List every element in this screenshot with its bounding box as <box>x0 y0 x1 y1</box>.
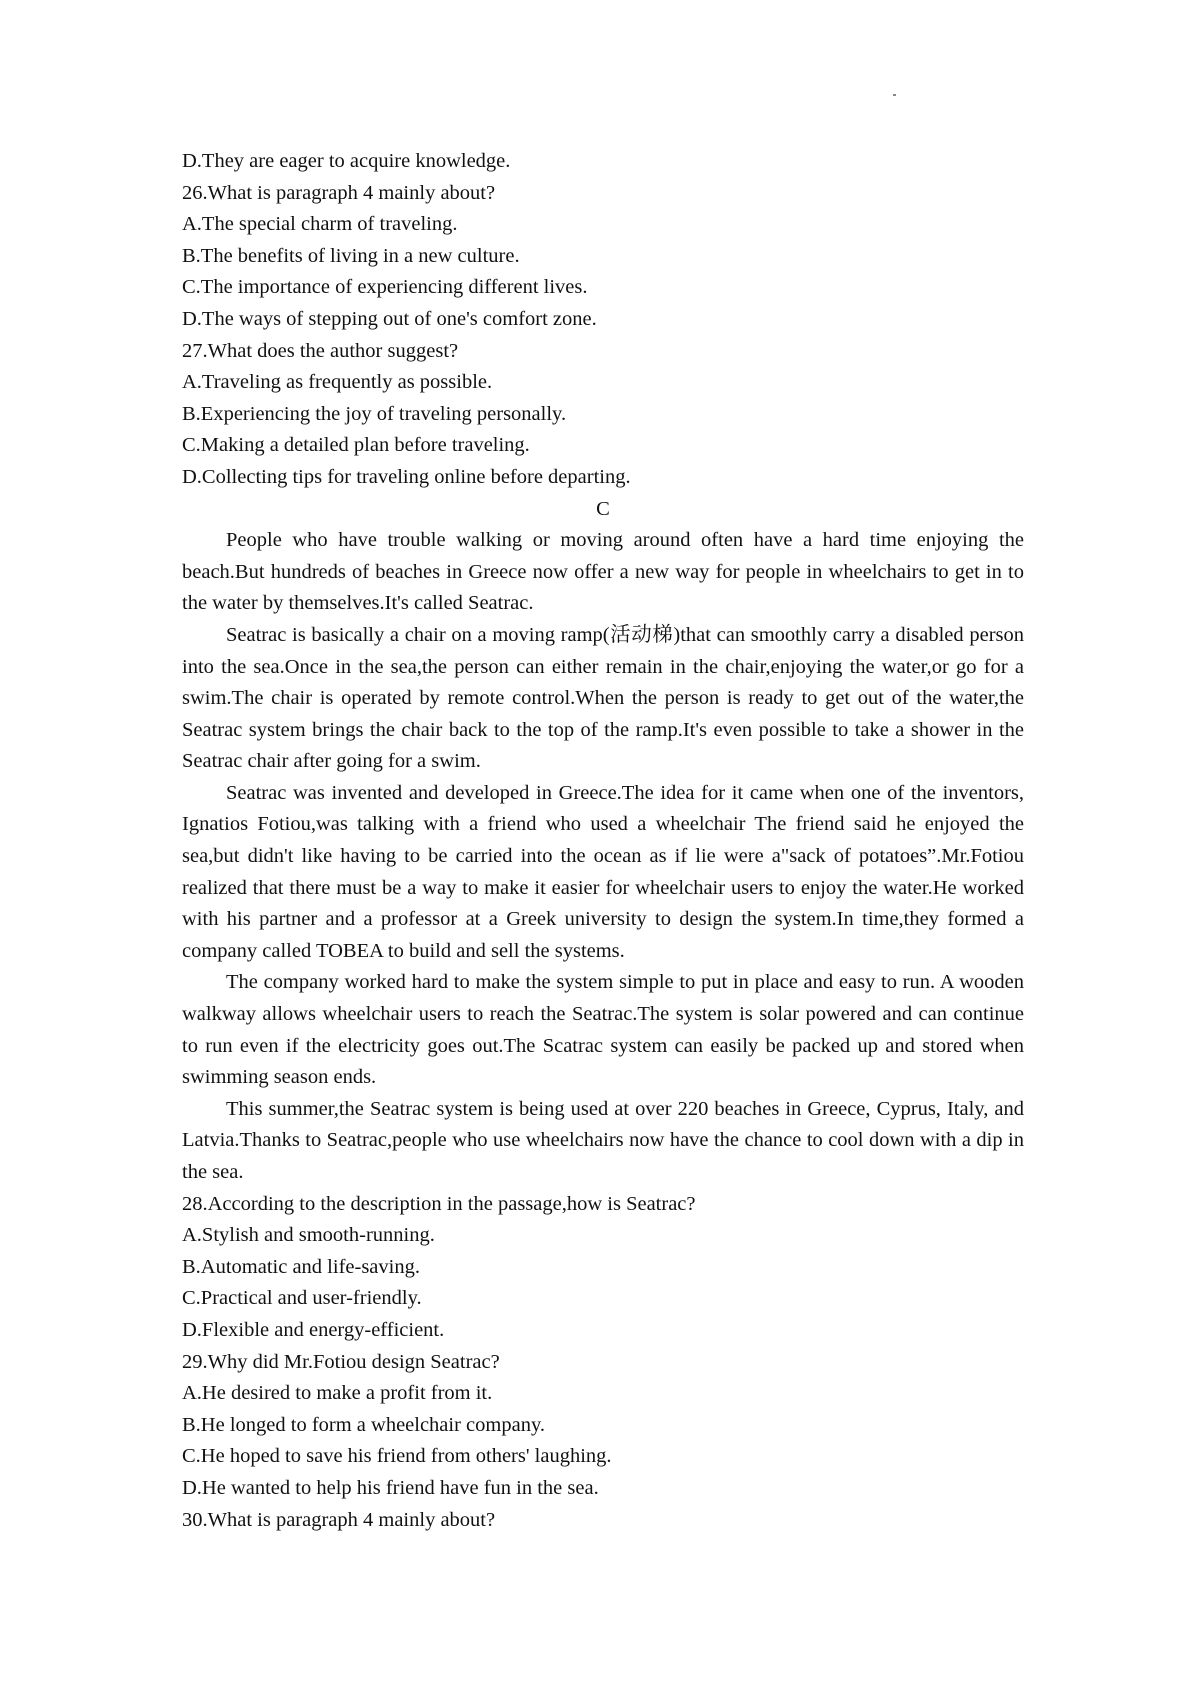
q27-option-a: A.Traveling as frequently as possible. <box>182 371 493 394</box>
q27-stem: 27.What does the author suggest? <box>182 339 459 362</box>
q29-stem: 29.Why did Mr.Fotiou design Seatrac? <box>182 1350 500 1373</box>
passage-paragraph-3: Seatrac was invented and developed in Greece.The idea for it came when one of the inventors, Ignatios Fotiou,was talking with a friend who used a wheelchair The friend said he enjoyed the sea,but didn't like having to be carried into the ocean as if lie were a"sack of potatoes”.Mr.Fotiou realized that there must be a way to make it easier for wheelchair users to enjoy the water.He worked with his partner and a professor at a Greek university to design the system.In time,they formed a company called TOBEA to build and sell the systems. <box>182 781 1024 962</box>
q29-option-c: C.He hoped to save his friend from others' laughing. <box>182 1445 612 1468</box>
q26-option-c: C.The importance of experiencing different lives. <box>182 276 588 299</box>
passage-paragraph-5: This summer,the Seatrac system is being used at over 220 beaches in Greece, Cyprus, Italy, and Latvia.Thanks to Seatrac,people who use wheelchairs now have the chance to cool down with a dip in the sea. <box>182 1097 1024 1183</box>
q28-option-d: D.Flexible and energy-efficient. <box>182 1318 445 1341</box>
q28-stem: 28.According to the description in the passage,how is Seatrac? <box>182 1192 696 1215</box>
q27-option-b: B.Experiencing the joy of traveling personally. <box>182 402 567 425</box>
q26-stem: 26.What is paragraph 4 mainly about? <box>182 181 496 204</box>
q29-option-b: B.He longed to form a wheelchair company. <box>182 1413 545 1436</box>
q27-option-c: C.Making a detailed plan before traveling. <box>182 434 530 457</box>
section-c-heading: C <box>596 497 610 520</box>
passage-paragraph-2: Seatrac is basically a chair on a moving ramp(活动梯)that can smoothly carry a disabled person into the sea.Once in the sea,the person can either remain in the chair,enjoying the water,or go for a swim.The chair is operated by remote control.When the person is ready to get out of the water,the Seatrac system brings the chair back to the top of the ramp.It's even possible to take a shower in the Seatrac chair after going for a swim. <box>182 623 1024 773</box>
q26-option-a: A.The special charm of traveling. <box>182 213 458 236</box>
q27-option-d: D.Collecting tips for traveling online before departing. <box>182 465 631 488</box>
q25-option-d: D.They are eager to acquire knowledge. <box>182 150 511 172</box>
stray-mark <box>893 94 896 96</box>
q29-option-d: D.He wanted to help his friend have fun in the sea. <box>182 1476 599 1499</box>
passage-paragraph-1: People who have trouble walking or moving around often have a hard time enjoying the beach.But hundreds of beaches in Greece now offer a new way for people in wheelchairs to get in to the water by themselves.It's called Seatrac. <box>182 529 1024 615</box>
q29-option-a: A.He desired to make a profit from it. <box>182 1382 493 1405</box>
q28-option-b: B.Automatic and life-saving. <box>182 1255 420 1278</box>
q28-option-c: C.Practical and user-friendly. <box>182 1287 422 1310</box>
passage-paragraph-4: The company worked hard to make the system simple to put in place and easy to run. A wooden walkway allows wheelchair users to reach the Seatrac.The system is solar powered and can continue to run even if the electricity goes out.The Scatrac system can easily be packed up and stored when swimming season ends. <box>182 971 1024 1089</box>
q30-stem: 30.What is paragraph 4 mainly about? <box>182 1508 496 1531</box>
document-page <box>182 146 1024 1536</box>
q26-option-d: D.The ways of stepping out of one's comfort zone. <box>182 307 597 330</box>
q26-option-b: B.The benefits of living in a new culture. <box>182 244 520 267</box>
q28-option-a: A.Stylish and smooth-running. <box>182 1224 435 1247</box>
